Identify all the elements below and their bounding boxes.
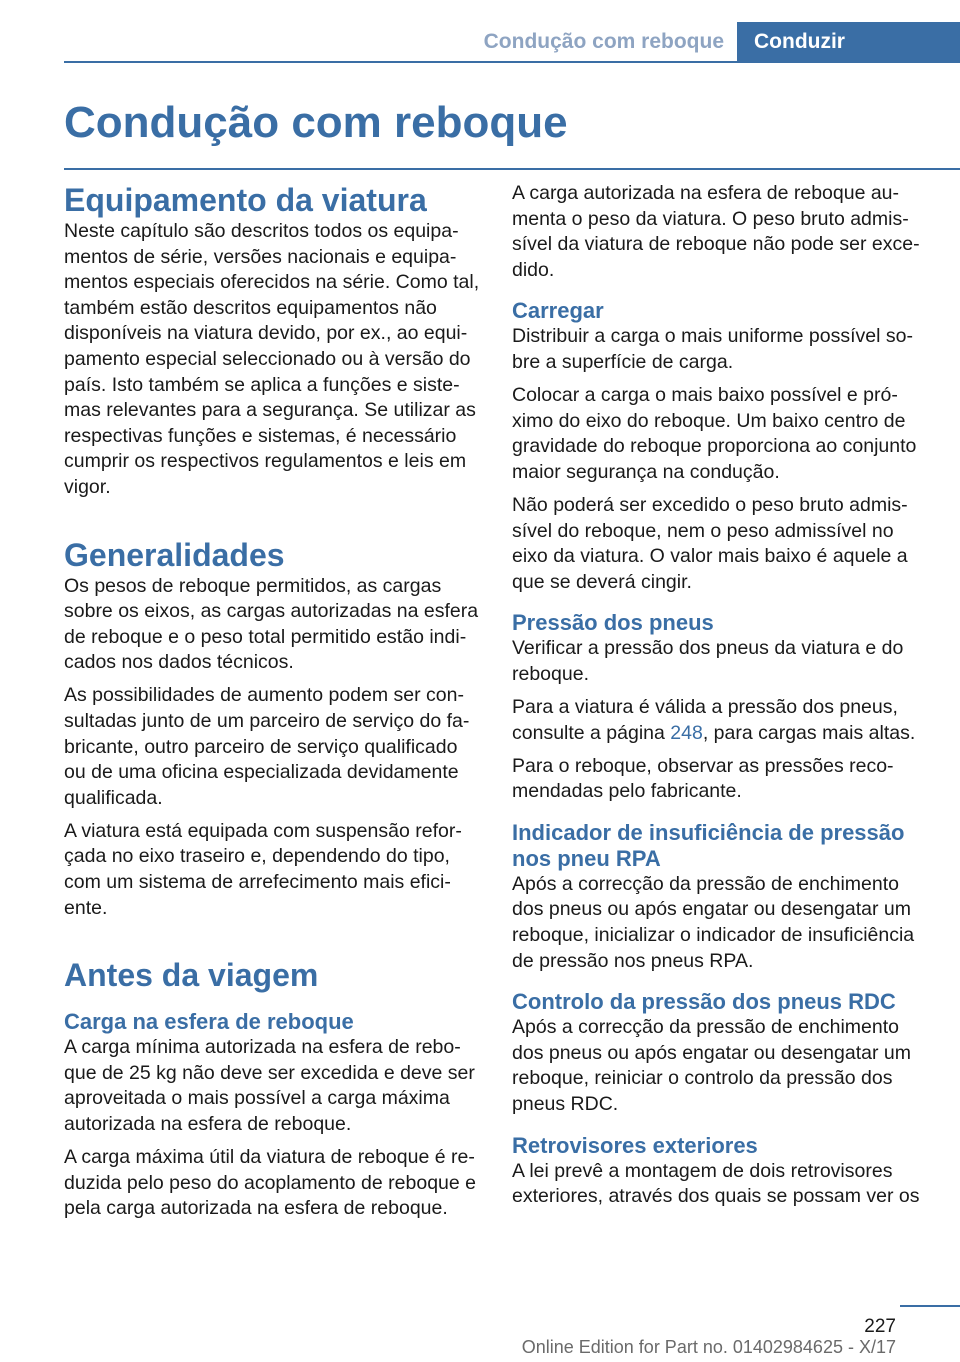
general-paragraph-3: A viatura está equipada com suspensão reforçada no eixo traseiro e, dependendo do tipo, com um sistema de arrefecimento mais eficiente. bbox=[64, 819, 462, 919]
footer-rule bbox=[900, 1305, 960, 1307]
tire-pressure-paragraph-2 bbox=[512, 695, 930, 746]
page-reference-link[interactable]: 248 bbox=[670, 721, 703, 744]
left-column bbox=[64, 181, 482, 1229]
edition-footer: Online Edition for Part no. 01402984625 - X/17 bbox=[521, 1337, 896, 1357]
page-header bbox=[0, 0, 960, 62]
tire-pressure-text-after-link: , para cargas mais altas. bbox=[702, 721, 916, 744]
header-rule bbox=[64, 61, 960, 63]
rpa-heading: Indicador de insuficiência de pressão nos pneu RPA bbox=[512, 819, 905, 871]
tire-pressure-heading: Pressão dos pneus bbox=[512, 610, 714, 636]
tire-pressure-text-before-link: Para a viatura é válida a pressão dos pneus, consulte a página bbox=[512, 696, 898, 744]
exterior-mirrors-heading: Retrovisores exteriores bbox=[512, 1132, 758, 1158]
right-column bbox=[512, 181, 930, 1217]
exterior-mirrors-paragraph: A lei prevê a montagem de dois retrovisores exteriores, através dos quais se possam ver os bbox=[512, 1159, 920, 1208]
before-trip-heading: Antes da viagem bbox=[64, 957, 319, 994]
header-chapter-tab: Conduzir bbox=[737, 22, 960, 62]
rpa-paragraph: Após a correcção da pressão de enchimento dos pneus ou após engatar ou desengatar um reboque, inicializar o indicador de insuficiência de pressão nos pneus RPA. bbox=[512, 872, 915, 972]
loading-paragraph-2: Colocar a carga o mais baixo possível e próximo do eixo do reboque. Um baixo centro de gravidade do reboque proporciona ao conjunto maior segurança na condução. bbox=[512, 384, 917, 483]
rdc-paragraph: Após a correcção da pressão de enchimento dos pneus ou após engatar ou desengatar um reboque, reiniciar o controlo da pressão dos pneus RDC. bbox=[512, 1016, 911, 1116]
loading-paragraph-1: Distribuir a carga o mais uniforme possível sobre a superfície de carga. bbox=[512, 325, 913, 373]
header-section-title: Condução com reboque bbox=[483, 30, 724, 53]
rdc-heading: Controlo da pressão dos pneus RDC bbox=[512, 989, 896, 1015]
tow-ball-load-paragraph-2: A carga máxima útil da viatura de reboque é reduzida pelo peso do acoplamento de reboque e pela carga autorizada na esfera de reboque. bbox=[64, 1146, 476, 1220]
tire-pressure-paragraph-1: Verificar a pressão dos pneus da viatura e do reboque. bbox=[512, 637, 904, 685]
page-number: 227 bbox=[864, 1316, 896, 1337]
equipment-paragraph: Neste capítulo são descritos todos os equipamentos de série, versões nacionais e equipamentos especiais oferecidos na série. Como tal, também estão descritos equipamentos não disponíveis na viatura devido, por ex., ao equipamento especial seleccionado ou à versão do país. Isto também se aplica a funções e sistemas relevantes para a segurança. Se utilizar as respectivas funções e sistemas, é necessário cumprir os respectivos regulamentos e leis em vigor. bbox=[64, 220, 480, 498]
general-paragraph-2: As possibilidades de aumento podem ser consultadas junto de um parceiro de serviço do fabricante, outro parceiro de serviço qualificado ou de uma oficina especializada devidamente qualificada. bbox=[64, 684, 470, 809]
tow-ball-load-paragraph-3: A carga autorizada na esfera de reboque aumenta o peso da viatura. O peso bruto admissível da viatura de reboque não pode ser excedido. bbox=[512, 182, 920, 281]
general-heading: Generalidades bbox=[64, 536, 285, 573]
loading-heading: Carregar bbox=[512, 298, 604, 324]
general-paragraph-1: Os pesos de reboque permitidos, as cargas sobre os eixos, as cargas autorizadas na esfera de reboque e o peso total permitido estão indicados nos dados técnicos. bbox=[64, 574, 479, 674]
tow-ball-load-paragraph-1: A carga mínima autorizada na esfera de reboque de 25 kg não deve ser excedida e deve ser aproveitada o mais possível a carga máxima autorizada na esfera de reboque. bbox=[64, 1036, 475, 1136]
tow-ball-load-heading: Carga na esfera de reboque bbox=[64, 1009, 354, 1035]
tire-pressure-paragraph-3: Para o reboque, observar as pressões recomendadas pelo fabricante. bbox=[512, 754, 894, 803]
loading-paragraph-3: Não poderá ser excedido o peso bruto admissível do reboque, nem o peso admissível no eixo da viatura. O valor mais baixo é aquele a que se deverá cingir. bbox=[512, 493, 908, 593]
equipment-heading: Equipamento da viatura bbox=[64, 182, 427, 218]
page-title: Condução com reboque bbox=[64, 98, 568, 147]
title-rule bbox=[64, 168, 960, 170]
